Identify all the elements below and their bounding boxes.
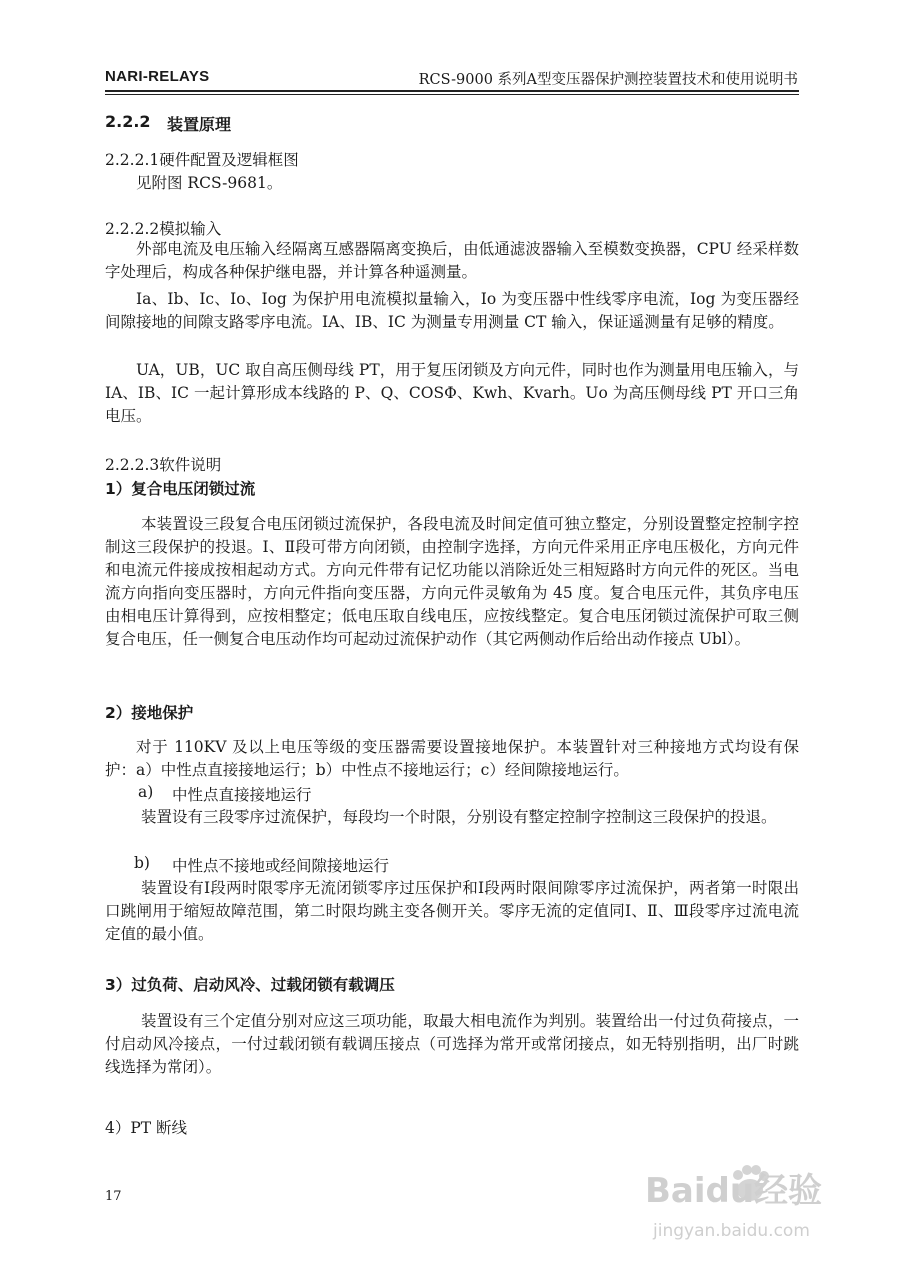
header-brand: NARI-RELAYS [105, 68, 210, 85]
sub2-b-title: 中性点不接地或经间隙接地运行 [172, 857, 390, 875]
sub2-b-text: 装置设有Ⅰ段两时限零序无流闭锁零序过压保护和Ⅰ段两时限间隙零序过流保护，两者第一时限出口跳闸用于缩短故障范围，第二时限均跳主变各侧开关。零序无流的定值同Ⅰ、Ⅱ、Ⅲ段零序过流电流定值的最小值。 [105, 879, 799, 943]
sub2-a-title: 中性点直接接地运行 [172, 786, 312, 804]
sub4-title: 4）PT 断线 [105, 1119, 188, 1137]
hardware-text: 见附图 RCS-9681。 [136, 174, 283, 192]
sub1-paragraph: 本装置设三段复合电压闭锁过流保护，各段电流及时间定值可独立整定，分别设置整定控制字控制这三段保护的投退。Ⅰ、Ⅱ段可带方向闭锁，由控制字选择，方向元件采用正序电压极化，方向元件和电流元件接成按相起动方式。方向元件带有记忆功能以消除近处三相短路时方向元件的死区。当电流方向指向变压器时，方向元件指向变压器，方向元件灵敏角为 45 度。复合电压元件，其负序电压由相电压计算得到，应按相整定；低电压取自线电压，应按线整定。复合电压闭锁过流保护可取三侧复合电压，任一侧复合电压动作均可起动过流保护动作（其它两侧动作后给出动作接点 Ubl）。 [105, 515, 799, 648]
sub2-a-label: a) [138, 783, 154, 801]
header-rule [105, 90, 799, 92]
sub1-title: 1）复合电压闭锁过流 [105, 480, 256, 498]
sub3-title: 3）过负荷、启动风冷、过载闭锁有载调压 [105, 976, 395, 994]
watermark-logo: Baidu经验 [645, 1171, 823, 1211]
page-number: 17 [105, 1189, 122, 1204]
sub2-a-text: 装置设有三段零序过流保护，每段均一个时限，分别设有整定控制字控制这三段保护的投退。 [141, 808, 777, 826]
software-heading: 2.2.2.3软件说明 [105, 456, 222, 474]
header-rule-thin [105, 94, 799, 95]
section-number: 2.2.2 [105, 112, 151, 131]
sub2-title: 2）接地保护 [105, 704, 194, 722]
sub2-b-label: b) [134, 854, 150, 872]
hardware-heading: 2.2.2.1硬件配置及逻辑框图 [105, 151, 299, 169]
analog-input-paragraph-3: UA，UB，UC 取自高压侧母线 PT，用于复压闭锁及方向元件，同时也作为测量用电压输入，与 IA、IB、IC 一起计算形成本线路的 P、Q、COSΦ、Kwh、Kvarh。Uo 为高压侧母线 PT 开口三角电压。 [105, 361, 799, 425]
analog-input-paragraph-2: Ia、Ib、Ic、Io、Iog 为保护用电流模拟量输入，Io 为变压器中性线零序电流，Iog 为变压器经间隙接地的间隙支路零序电流。IA、IB、IC 为测量专用测量 CT 输入，保证遥测量有足够的精度。 [105, 290, 799, 331]
header-manual-title: RCS-9000 系列A型变压器保护测控装置技术和使用说明书 [418, 72, 798, 88]
sub3-paragraph: 装置设有三个定值分别对应这三项功能，取最大相电流作为判别。装置给出一付过负荷接点，一付启动风冷接点，一付过载闭锁有载调压接点（可选择为常开或常闭接点，如无特别指明，出厂时跳线选择为常闭）。 [105, 1012, 799, 1076]
watermark-url: jingyan.baidu.com [653, 1221, 810, 1241]
analog-input-paragraph-1: 外部电流及电压输入经隔离互感器隔离变换后，由低通滤波器输入至模数变换器，CPU 经采样数字处理后，构成各种保护继电器，并计算各种遥测量。 [105, 240, 799, 281]
baidu-watermark [645, 1150, 845, 1250]
sub2-intro: 对于 110KV 及以上电压等级的变压器需要设置接地保护。本装置针对三种接地方式均设有保护：a）中性点直接接地运行；b）中性点不接地运行；c）经间隙接地运行。 [105, 738, 799, 779]
analog-input-heading: 2.2.2.2模拟输入 [105, 220, 222, 238]
section-title: 装置原理 [167, 115, 232, 134]
